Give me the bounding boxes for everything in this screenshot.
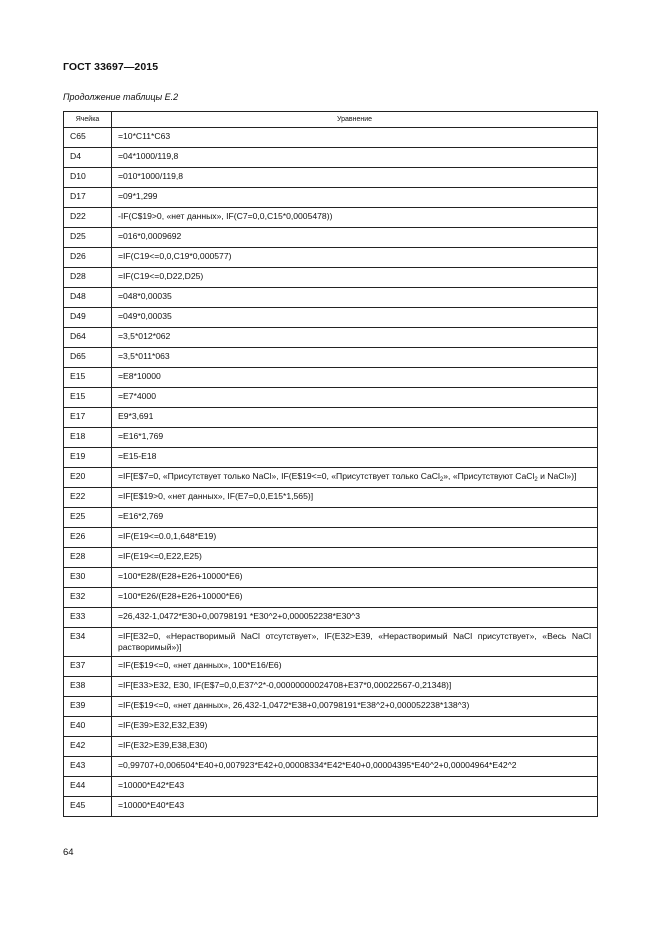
- cell-reference: D28: [64, 267, 112, 287]
- formula-fragment: и NaCl»)]: [537, 470, 577, 481]
- table-row: [64, 607, 598, 627]
- cell-reference: C65: [64, 127, 112, 147]
- cell-reference: D10: [64, 167, 112, 187]
- cell-reference: E25: [64, 507, 112, 527]
- table-row: [64, 676, 598, 696]
- table-row: [64, 467, 598, 487]
- table-row: [64, 627, 598, 656]
- page-number: 64: [63, 847, 74, 858]
- table-row: [64, 307, 598, 327]
- table-row: [64, 487, 598, 507]
- formula-text: =100*E26/(E28+E26+10000*E6): [112, 587, 598, 607]
- table-row: [64, 447, 598, 467]
- table-row: [64, 567, 598, 587]
- cell-reference: E38: [64, 676, 112, 696]
- formula-text: =IF(C19<=0,D22,D25): [112, 267, 598, 287]
- formula-text: =0,99707+0,006504*E40+0,007923*E42+0,00008334*E42*E40+0,00004395*E40^2+0,00004964*E42^2: [112, 756, 598, 776]
- formula-text: =E16*2,769: [112, 507, 598, 527]
- formula-text: =IF(E39>E32,E32,E39): [112, 716, 598, 736]
- formula-text: =3,5*011*063: [112, 347, 598, 367]
- formula-table: [63, 111, 598, 817]
- formula-text: =IF(E19<=0.0,1,648*E19): [112, 527, 598, 547]
- cell-reference: E22: [64, 487, 112, 507]
- column-header-formula: Уравнение: [112, 112, 598, 128]
- table-row: [64, 427, 598, 447]
- formula-text: =10*C11*C63: [112, 127, 598, 147]
- table-row: [64, 147, 598, 167]
- table-row: [64, 387, 598, 407]
- table-row: [64, 287, 598, 307]
- table-header-row: [64, 112, 598, 128]
- document-header: ГОСТ 33697—2015: [63, 61, 159, 73]
- table-row: [64, 796, 598, 816]
- cell-reference: E34: [64, 627, 112, 656]
- formula-text: =E16*1,769: [112, 427, 598, 447]
- cell-reference: D64: [64, 327, 112, 347]
- formula-text: =E15-E18: [112, 447, 598, 467]
- cell-reference: D4: [64, 147, 112, 167]
- table-row: [64, 367, 598, 387]
- formula-fragment: =IF[E$7=0, «Присутствует только NaCl», IF(E$19<=0, «Присутствует только CaCl: [118, 470, 440, 481]
- formula-text: E9*3,691: [112, 407, 598, 427]
- cell-reference: E33: [64, 607, 112, 627]
- cell-reference: E44: [64, 776, 112, 796]
- formula-text: =IF[E33>E32, E30, IF(E$7=0,0,E37^2*-0,00000000024708+E37*0,00022567-0,21348)]: [112, 676, 598, 696]
- table-row: [64, 127, 598, 147]
- table-row: [64, 247, 598, 267]
- table-row: [64, 227, 598, 247]
- formula-text: =049*0,00035: [112, 307, 598, 327]
- formula-text: =010*1000/119,8: [112, 167, 598, 187]
- formula-text: =IF(E19<=0,E22,E25): [112, 547, 598, 567]
- cell-reference: E28: [64, 547, 112, 567]
- table-row: [64, 527, 598, 547]
- formula-subscript: 2: [439, 476, 444, 483]
- column-header-cell: Ячейка: [64, 112, 112, 128]
- cell-reference: D26: [64, 247, 112, 267]
- table-caption: Продолжение таблицы Е.2: [63, 92, 179, 102]
- table-row: [64, 187, 598, 207]
- table-row: [64, 207, 598, 227]
- formula-text: =IF(E$19<=0, «нет данных», 100*E16/E6): [112, 656, 598, 676]
- formula-subscript: 2: [534, 476, 538, 483]
- table-row: [64, 656, 598, 676]
- table-row: [64, 756, 598, 776]
- table-row: [64, 327, 598, 347]
- table-row: [64, 587, 598, 607]
- formula-text: =E8*10000: [112, 367, 598, 387]
- formula-text: =3,5*012*062: [112, 327, 598, 347]
- formula-text: =10000*E42*E43: [112, 776, 598, 796]
- cell-reference: D65: [64, 347, 112, 367]
- cell-reference: D48: [64, 287, 112, 307]
- cell-reference: E45: [64, 796, 112, 816]
- cell-reference: D17: [64, 187, 112, 207]
- formula-text: =IF[E$19>0, «нет данных», IF(E7=0,0,E15*1,565)]: [112, 487, 598, 507]
- formula-text: -IF(C$19>0, «нет данных», IF(C7=0,0,C15*0,0005478)): [112, 207, 598, 227]
- cell-reference: D25: [64, 227, 112, 247]
- cell-reference: E32: [64, 587, 112, 607]
- table-row: [64, 776, 598, 796]
- table-row: [64, 736, 598, 756]
- formula-text: =100*E28/(E28+E26+10000*E6): [112, 567, 598, 587]
- formula-text: =048*0,00035: [112, 287, 598, 307]
- table-row: [64, 267, 598, 287]
- cell-reference: E40: [64, 716, 112, 736]
- formula-text: =016*0,0009692: [112, 227, 598, 247]
- cell-reference: E26: [64, 527, 112, 547]
- formula-text: =IF(E32>E39,E38,E30): [112, 736, 598, 756]
- table-row: [64, 696, 598, 716]
- cell-reference: E30: [64, 567, 112, 587]
- formula-text: =26,432-1,0472*E30+0,00798191 *E30^2+0,000052238*E30^3: [112, 607, 598, 627]
- formula-text: =10000*E40*E43: [112, 796, 598, 816]
- cell-reference: E37: [64, 656, 112, 676]
- formula-text: =IF[E32=0, «Нерастворимый NaCl отсутствует», IF(E32>E39, «Нерастворимый NaCl присутствует», «Весь NaCl растворимый»)]: [112, 627, 598, 656]
- formula-text: =E7*4000: [112, 387, 598, 407]
- cell-reference: E18: [64, 427, 112, 447]
- table-row: [64, 716, 598, 736]
- cell-reference: E15: [64, 367, 112, 387]
- cell-reference: E39: [64, 696, 112, 716]
- formula-text: [112, 467, 598, 487]
- table-row: [64, 407, 598, 427]
- cell-reference: E19: [64, 447, 112, 467]
- formula-text: =IF(C19<=0,0,C19*0,000577): [112, 247, 598, 267]
- table-row: [64, 347, 598, 367]
- cell-reference: D22: [64, 207, 112, 227]
- table-row: [64, 507, 598, 527]
- cell-reference: D49: [64, 307, 112, 327]
- formula-text: =04*1000/119,8: [112, 147, 598, 167]
- cell-reference: E20: [64, 467, 112, 487]
- formula-text: =09*1,299: [112, 187, 598, 207]
- cell-reference: E17: [64, 407, 112, 427]
- cell-reference: E15: [64, 387, 112, 407]
- table-row: [64, 547, 598, 567]
- cell-reference: E42: [64, 736, 112, 756]
- formula-fragment: », «Присутствуют CaCl: [443, 470, 535, 481]
- table-row: [64, 167, 598, 187]
- formula-text: =IF(E$19<=0, «нет данных», 26,432-1,0472*E38+0,00798191*E38^2+0,000052238*138^3): [112, 696, 598, 716]
- cell-reference: E43: [64, 756, 112, 776]
